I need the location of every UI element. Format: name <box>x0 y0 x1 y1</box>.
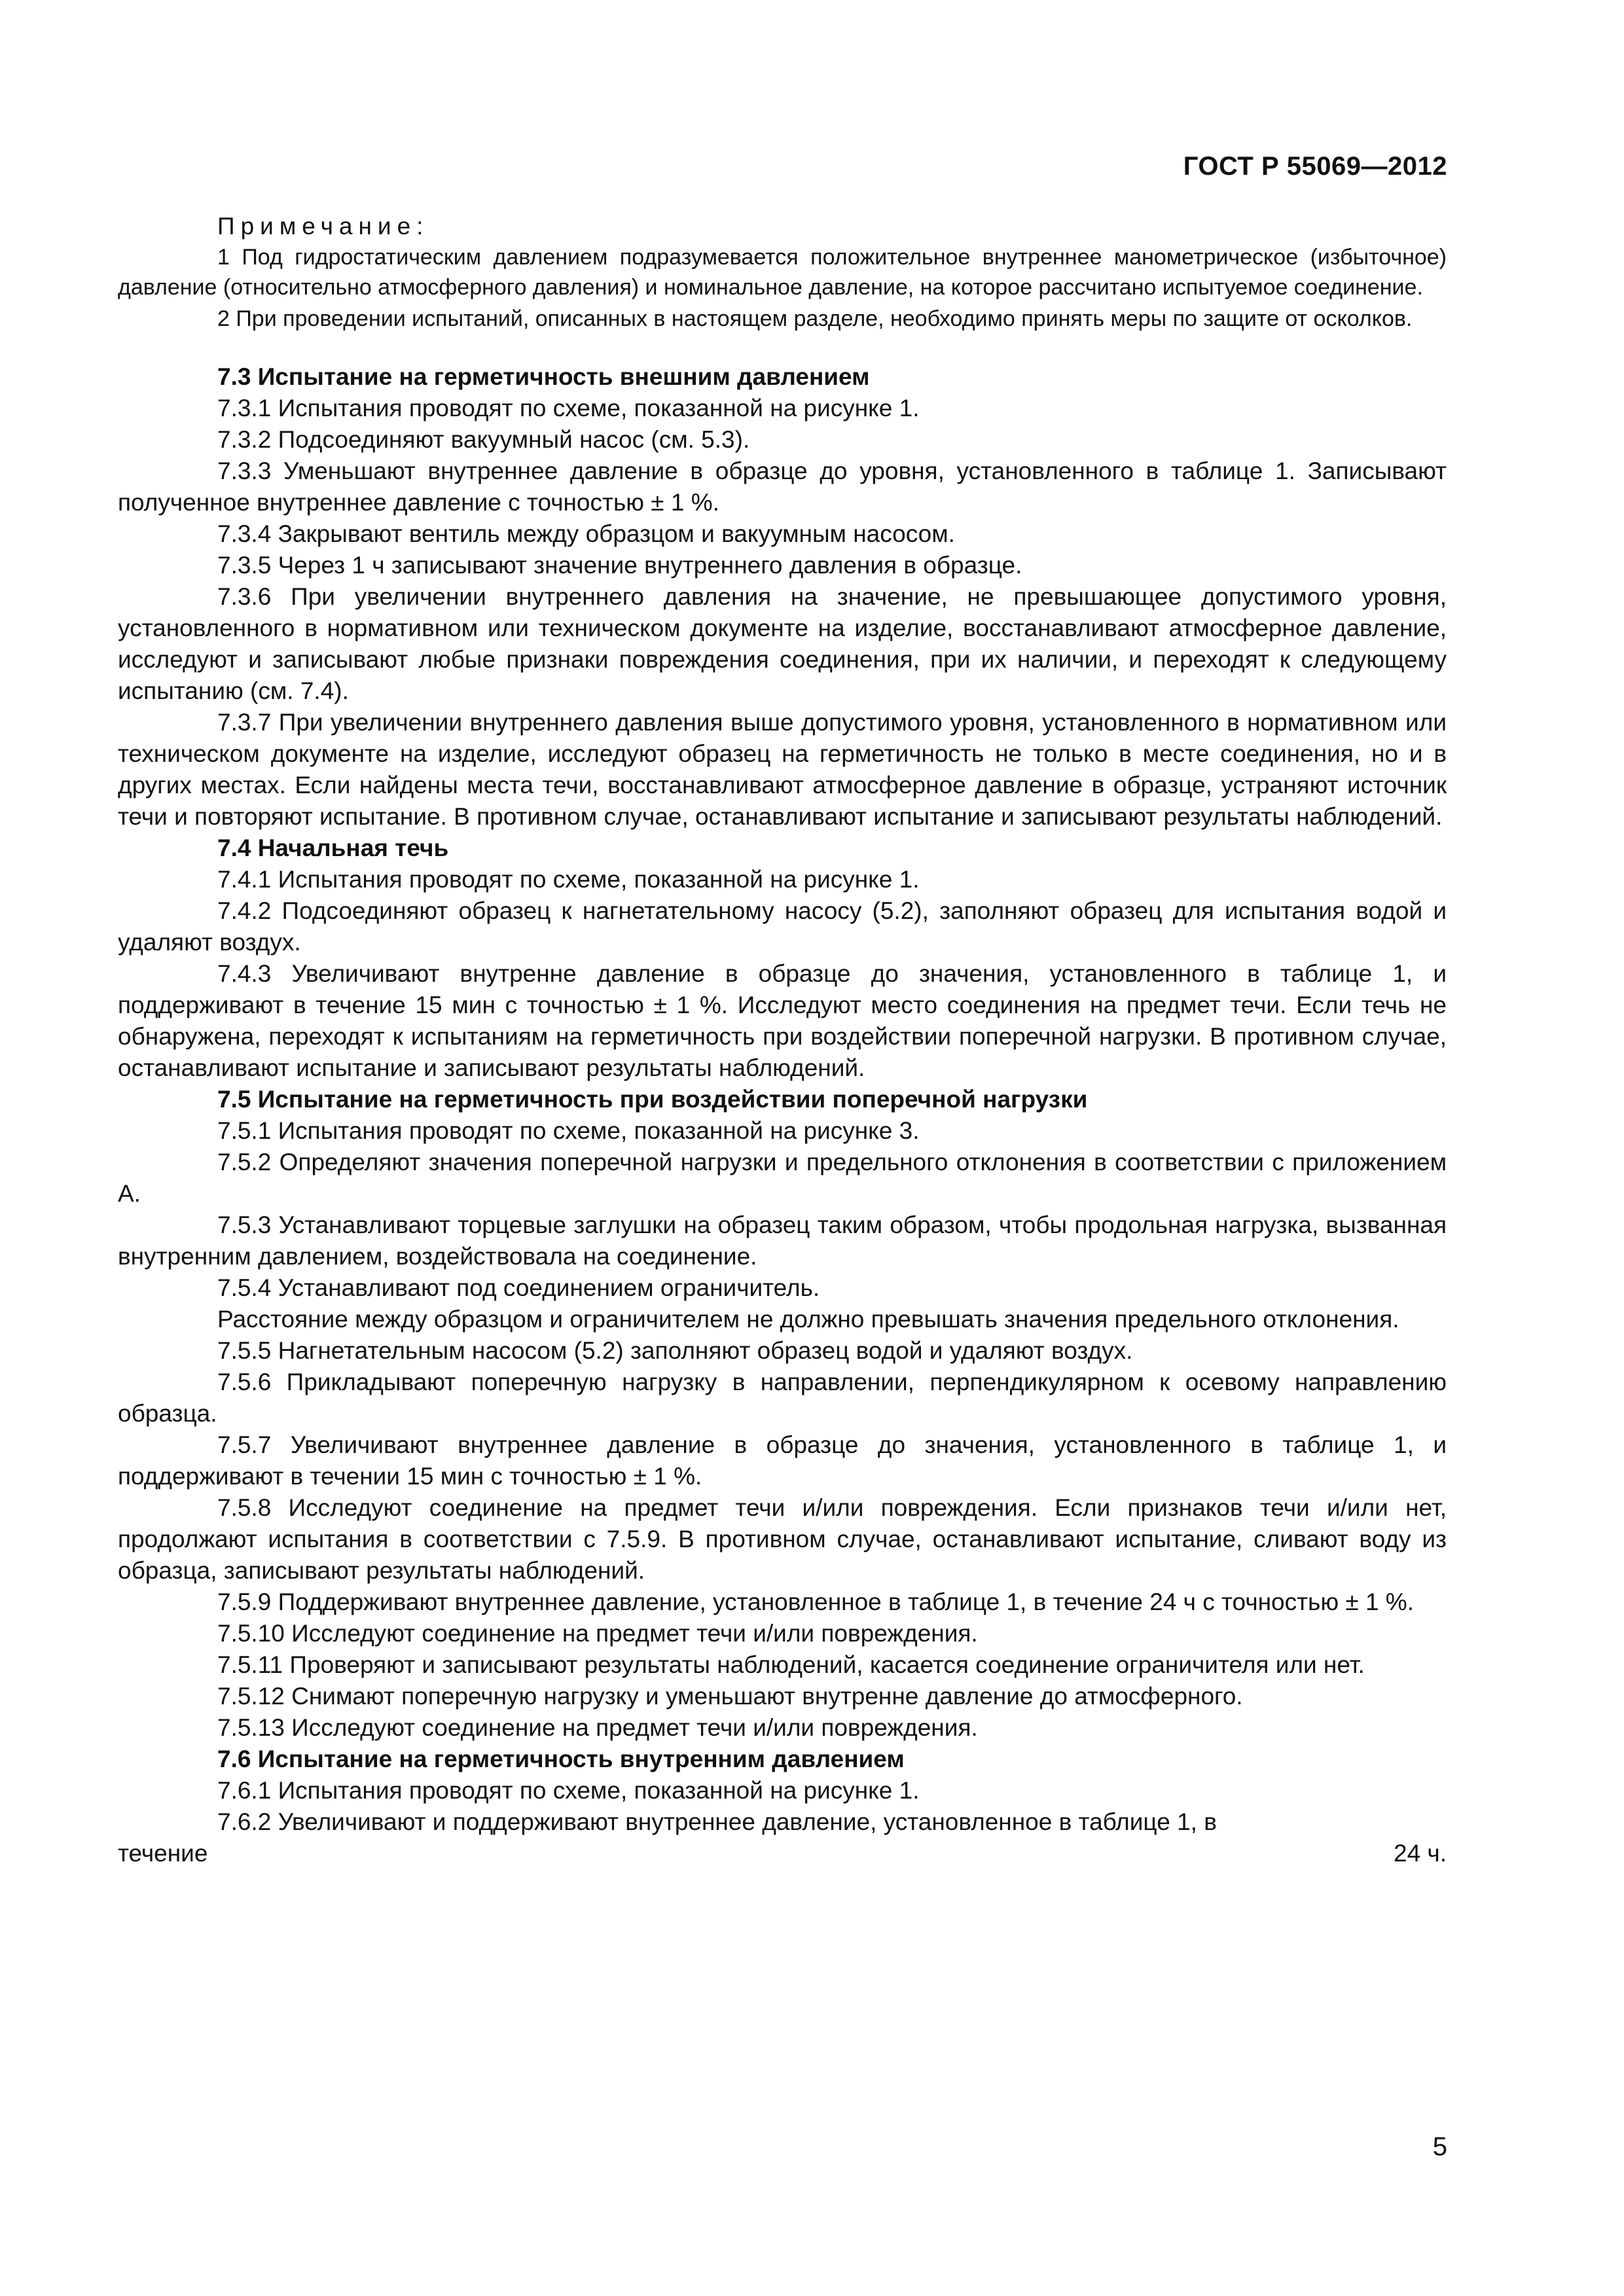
note-title: Примечание: <box>217 213 429 240</box>
paragraph-7-5-12: 7.5.12 Снимают поперечную нагрузку и уменьшают внутренне давление до атмосферного. <box>217 1683 1243 1710</box>
paragraph-7-5-11: 7.5.11 Проверяют и записывают результаты наблюдений, касается соединение ограничителя или нет. <box>217 1651 1365 1678</box>
section-heading: 7.3 Испытание на герметичность внешним давлением <box>217 363 870 390</box>
paragraph-7-5-8: 7.5.8 Исследуют соединение на предмет течи и/или повреждения. Если признаков течи и/или нет, продолжают испытания в соответствии с 7.5.9. В противном случае, останавливают испытание, сливают воду из образца, записывают результаты наблюдений. <box>118 1494 1447 1584</box>
paragraph-7-3-6: 7.3.6 При увеличении внутреннего давления на значение, не превышающее допустимого уровня, установленного в нормативном или техническом документе на изделие, восстанавливают атмосферное давление, исследуют и записывают любые признаки повреждения соединения, при их наличии, и переходят к следующему испытанию (см. 7.4). <box>118 583 1447 704</box>
paragraph-7-4-3: 7.4.3 Увеличивают внутренне давление в образце до значения, установленного в таблице 1, и поддерживают в течение 15 мин с точностью ± 1 %. Исследуют место соединения на предмет течи. Если течь не обнаружена, переходят к испытаниям на герметичность при воздействии поперечной нагрузки. В противном случае, останавливают испытание и записывают результаты наблюдений. <box>118 960 1447 1081</box>
paragraph-7-3-2: 7.3.2 Подсоединяют вакуумный насос (см. 5.3). <box>217 426 750 453</box>
paragraph-7-5-3: 7.5.3 Устанавливают торцевые заглушки на образец таким образом, чтобы продольная нагрузка, вызванная внутренним давлением, воздействовала на соединение. <box>118 1211 1447 1270</box>
paragraph-7-5-9: 7.5.9 Поддерживают внутреннее давление, установленное в таблице 1, в течение 24 ч с точностью ± 1 %. <box>217 1588 1414 1615</box>
paragraph-7-5-4: 7.5.4 Устанавливают под соединением ограничитель. <box>217 1274 820 1301</box>
note-item-2: 2 При проведении испытаний, описанных в настоящем разделе, необходимо принять меры по защите от осколков. <box>217 306 1413 331</box>
paragraph-7-5-2: 7.5.2 Определяют значения поперечной нагрузки и предельного отклонения в соответствии с приложением А. <box>118 1149 1447 1207</box>
section-7-5 <box>118 1084 1447 1744</box>
page-content <box>118 211 1447 1869</box>
paragraph-7-3-1: 7.3.1 Испытания проводят по схеме, показанной на рисунке 1. <box>217 395 920 422</box>
section-heading: 7.4 Начальная течь <box>217 834 449 861</box>
section-7-4 <box>118 833 1447 1084</box>
paragraph-7-6-2: 7.6.2 Увеличивают и поддерживают внутреннее давление, установленное в таблице 1, в <box>217 1808 1217 1835</box>
document-code-header: ГОСТ Р 55069—2012 <box>1183 152 1447 181</box>
paragraph-7-6-2-last-line <box>118 1838 1447 1869</box>
paragraph-7-3-4: 7.3.4 Закрывают вентиль между образцом и вакуумным насосом. <box>217 520 955 547</box>
paragraph-7-5-7: 7.5.7 Увеличивают внутреннее давление в образце до значения, установленного в таблице 1, и поддерживают в течении 15 мин с точностью ± 1 %. <box>118 1431 1447 1490</box>
paragraph-7-5-1: 7.5.1 Испытания проводят по схеме, показанной на рисунке 3. <box>217 1117 920 1144</box>
paragraph-7-5-4-continued: Расстояние между образцом и ограничителем не должно превышать значения предельного отклонения. <box>217 1306 1399 1333</box>
section-7-3 <box>118 361 1447 833</box>
paragraph-7-5-10: 7.5.10 Исследуют соединение на предмет течи и/или повреждения. <box>217 1620 978 1647</box>
paragraph-7-4-2: 7.4.2 Подсоединяют образец к нагнетательному насосу (5.2), заполняют образец для испытания водой и удаляют воздух. <box>118 897 1447 956</box>
note-item-1: 1 Под гидростатическим давлением подразумевается положительное внутреннее манометрическое (избыточное) давление (относительно атмосферного давления) и номинальное давление, на которое рассчитано испытуемое соединение. <box>118 245 1447 300</box>
paragraph-7-5-13: 7.5.13 Исследуют соединение на предмет течи и/или повреждения. <box>217 1714 978 1741</box>
notes-block <box>118 211 1447 334</box>
last-line-left-text: течение <box>118 1840 208 1867</box>
paragraph-7-5-6: 7.5.6 Прикладывают поперечную нагрузку в направлении, перпендикулярном к осевому направлению образца. <box>118 1369 1447 1427</box>
paragraph-7-3-5: 7.3.5 Через 1 ч записывают значение внутреннего давления в образце. <box>217 552 1022 579</box>
paragraph-7-3-7: 7.3.7 При увеличении внутреннего давления выше допустимого уровня, установленного в нормативном или техническом документе на изделие, исследуют образец на герметичность не только в месте соединения, но и в других местах. Если найдены места течи, восстанавливают атмосферное давление в образце, устраняют источник течи и повторяют испытание. В противном случае, останавливают испытание и записывают результаты наблюдений. <box>118 709 1447 830</box>
section-7-6 <box>118 1744 1447 1869</box>
page-number: 5 <box>1432 2132 1447 2161</box>
last-line-right-text: 24 ч. <box>1394 1840 1447 1867</box>
section-heading: 7.5 Испытание на герметичность при воздействии поперечной нагрузки <box>217 1086 1088 1113</box>
paragraph-7-3-3: 7.3.3 Уменьшают внутреннее давление в образце до уровня, установленного в таблице 1. Записывают полученное внутреннее давление с точностью ± 1 %. <box>118 457 1447 516</box>
section-heading: 7.6 Испытание на герметичность внутренним давлением <box>217 1746 905 1772</box>
paragraph-7-5-5: 7.5.5 Нагнетательным насосом (5.2) заполняют образец водой и удаляют воздух. <box>217 1337 1133 1364</box>
paragraph-7-6-1: 7.6.1 Испытания проводят по схеме, показанной на рисунке 1. <box>217 1777 920 1804</box>
paragraph-7-4-1: 7.4.1 Испытания проводят по схеме, показанной на рисунке 1. <box>217 866 920 893</box>
